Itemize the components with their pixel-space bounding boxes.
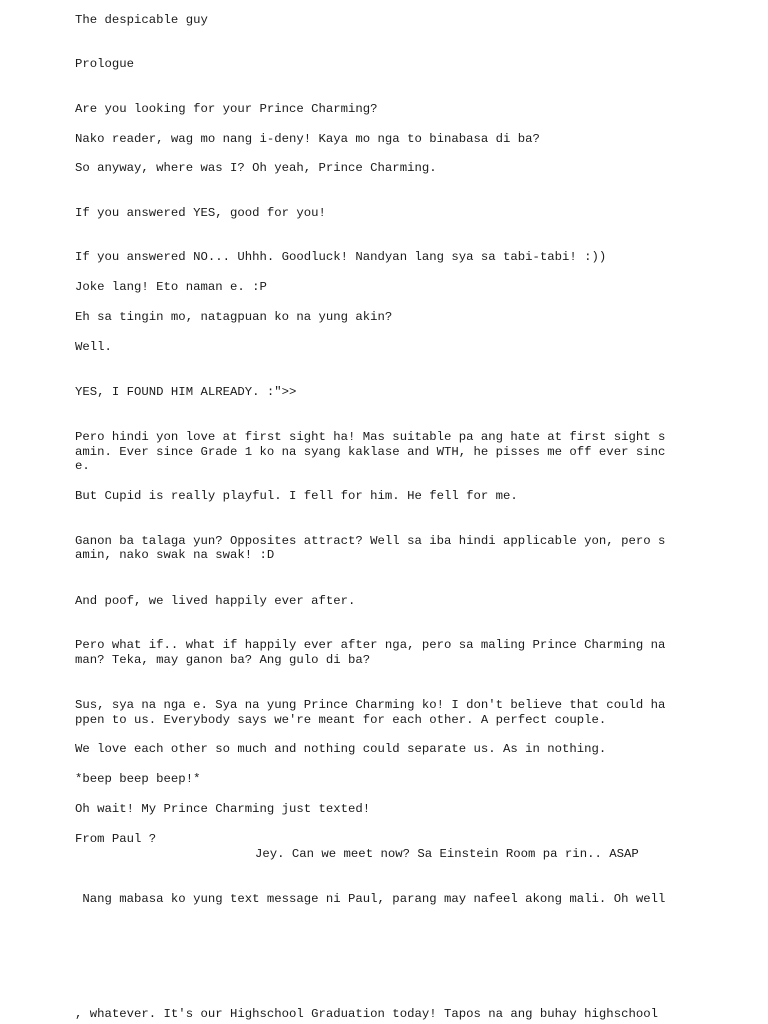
- text-line: ppen to us. Everybody says we're meant for each other. A perfect couple.: [75, 713, 607, 727]
- text-line: , whatever. It's our Highschool Graduation today! Tapos na ang buhay highschool: [75, 1007, 658, 1021]
- document-title: The despicable guy: [75, 13, 208, 27]
- text-line: YES, I FOUND HIM ALREADY. :">>: [75, 385, 297, 399]
- text-line: But Cupid is really playful. I fell for him. He fell for me.: [75, 489, 518, 503]
- text-line: e.: [75, 459, 90, 473]
- text-line: We love each other so much and nothing could separate us. As in nothing.: [75, 742, 607, 756]
- text-line: Well.: [75, 340, 112, 354]
- text-line: If you answered YES, good for you!: [75, 206, 326, 220]
- text-message-sender: From Paul ?: [75, 832, 157, 846]
- text-line: *beep beep beep!*: [75, 772, 201, 786]
- text-line: Eh sa tingin mo, natagpuan ko na yung akin?: [75, 310, 393, 324]
- text-line: So anyway, where was I? Oh yeah, Prince Charming.: [75, 161, 437, 175]
- text-line: Nako reader, wag mo nang i-deny! Kaya mo nga to binabasa di ba?: [75, 132, 540, 146]
- text-line: Oh wait! My Prince Charming just texted!: [75, 802, 371, 816]
- text-line: And poof, we lived happily ever after.: [75, 594, 356, 608]
- text-message-body: Jey. Can we meet now? Sa Einstein Room pa rin.. ASAP: [255, 847, 639, 861]
- text-line: Pero hindi yon love at first sight ha! Mas suitable pa ang hate at first sight s: [75, 430, 666, 444]
- text-line: Joke lang! Eto naman e. :P: [75, 280, 267, 294]
- chapter-heading: Prologue: [75, 57, 135, 71]
- text-line: Are you looking for your Prince Charming?: [75, 102, 378, 116]
- text-line: Ganon ba talaga yun? Opposites attract? Well sa iba hindi applicable yon, pero s: [75, 534, 666, 548]
- text-line: If you answered NO... Uhhh. Goodluck! Nandyan lang sya sa tabi-tabi! :)): [75, 250, 607, 264]
- text-line: Sus, sya na nga e. Sya na yung Prince Charming ko! I don't believe that could ha: [75, 698, 666, 712]
- text-line: Nang mabasa ko yung text message ni Paul, parang may nafeel akong mali. Oh well: [75, 892, 666, 906]
- text-line: amin, nako swak na swak! :D: [75, 548, 275, 562]
- text-line: Pero what if.. what if happily ever after nga, pero sa maling Prince Charming na: [75, 638, 666, 652]
- text-line: man? Teka, may ganon ba? Ang gulo di ba?: [75, 653, 371, 667]
- text-line: amin. Ever since Grade 1 ko na syang kaklase and WTH, he pisses me off ever sinc: [75, 445, 666, 459]
